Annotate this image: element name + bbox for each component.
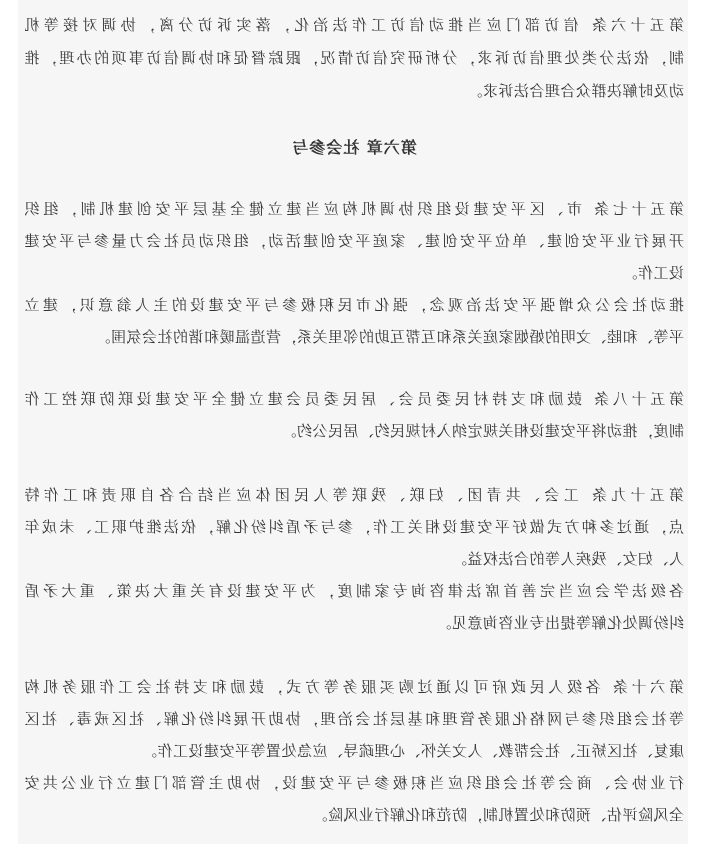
article-56-line-3: 动及时解决群众合理合法诉求。 (466, 82, 684, 100)
document-page (18, 0, 688, 844)
article-57-line-1: 第五十七条 市、区平安建设组织协调机构应当建立健全基层平安创建机制，组织 (24, 200, 684, 218)
article-58-line-2: 制度，推动将平安建设相关规定纳入村规民约、居民公约。 (280, 422, 684, 440)
article-60-para2-line-1: 行业协会、商会等社会组织应当积极参与平安建设，协助主管部门建立行业公共安 (24, 774, 684, 792)
article-59-para2-line-1: 各级法学会应当完善首席法律咨询专家制度，为平安建设有关重大决策、重大矛盾 (24, 582, 684, 600)
article-60-line-3: 康复、社区矫正、社会帮教、人文关怀、心理疏导、应急处置等平安建设工作。 (141, 742, 684, 760)
chapter-title: 第六章 社会参与 (291, 138, 417, 157)
article-59-line-2: 点，通过多种方式做好平安建设相关工作，参与矛盾纠纷化解，依法维护职工、未成年 (24, 518, 684, 536)
article-58-line-1: 第五十八条 鼓励和支持村民委员会、居民委员会建立健全平安建设联防联控工作 (24, 390, 684, 408)
article-59-line-1: 第五十九条 工会、共青团、妇联、残联等人民团体应当结合各自职责和工作特 (24, 486, 684, 504)
article-60-line-2: 等社会组织参与网格化服务管理和基层社会治理，协助开展纠纷化解、社区戒毒、社区 (24, 710, 684, 728)
article-56-line-1: 第五十六条 信访部门应当推动信访工作法治化，落实诉访分离，协调对接等机 (24, 16, 684, 34)
article-60-para2-line-2: 全风险评估、预防和处置机制，防范和化解行业风险。 (311, 806, 684, 824)
article-57-para2-line-2: 平等、和睦、文明的婚姻家庭关系和互帮互助的邻里关系，营造温暖和谐的社会氛围。 (94, 328, 684, 346)
article-60-line-1: 第六十条 各级人民政府可以通过购买服务等方式，鼓励和支持社会工作服务机构 (24, 678, 684, 696)
article-57-line-3: 设工作。 (621, 264, 684, 282)
article-56-line-2: 制，依法分类处理信访诉求，分析研究信访情况，跟踪督促和协调信访事项的办理，推 (24, 49, 684, 67)
article-59-line-3: 人、妇女、残疾人等的合法权益。 (451, 550, 684, 568)
article-57-line-2: 开展行业平安创建、单位平安创建、家庭平安创建活动，组织动员社会力量参与平安建 (24, 232, 684, 250)
article-57-para2-line-1: 推动社会公众增强平安法治观念，强化市民积极参与平安建设的主人翁意识，建立 (24, 296, 684, 314)
article-59-para2-line-2: 纠纷调处化解等提出专业咨询意见。 (435, 614, 684, 632)
